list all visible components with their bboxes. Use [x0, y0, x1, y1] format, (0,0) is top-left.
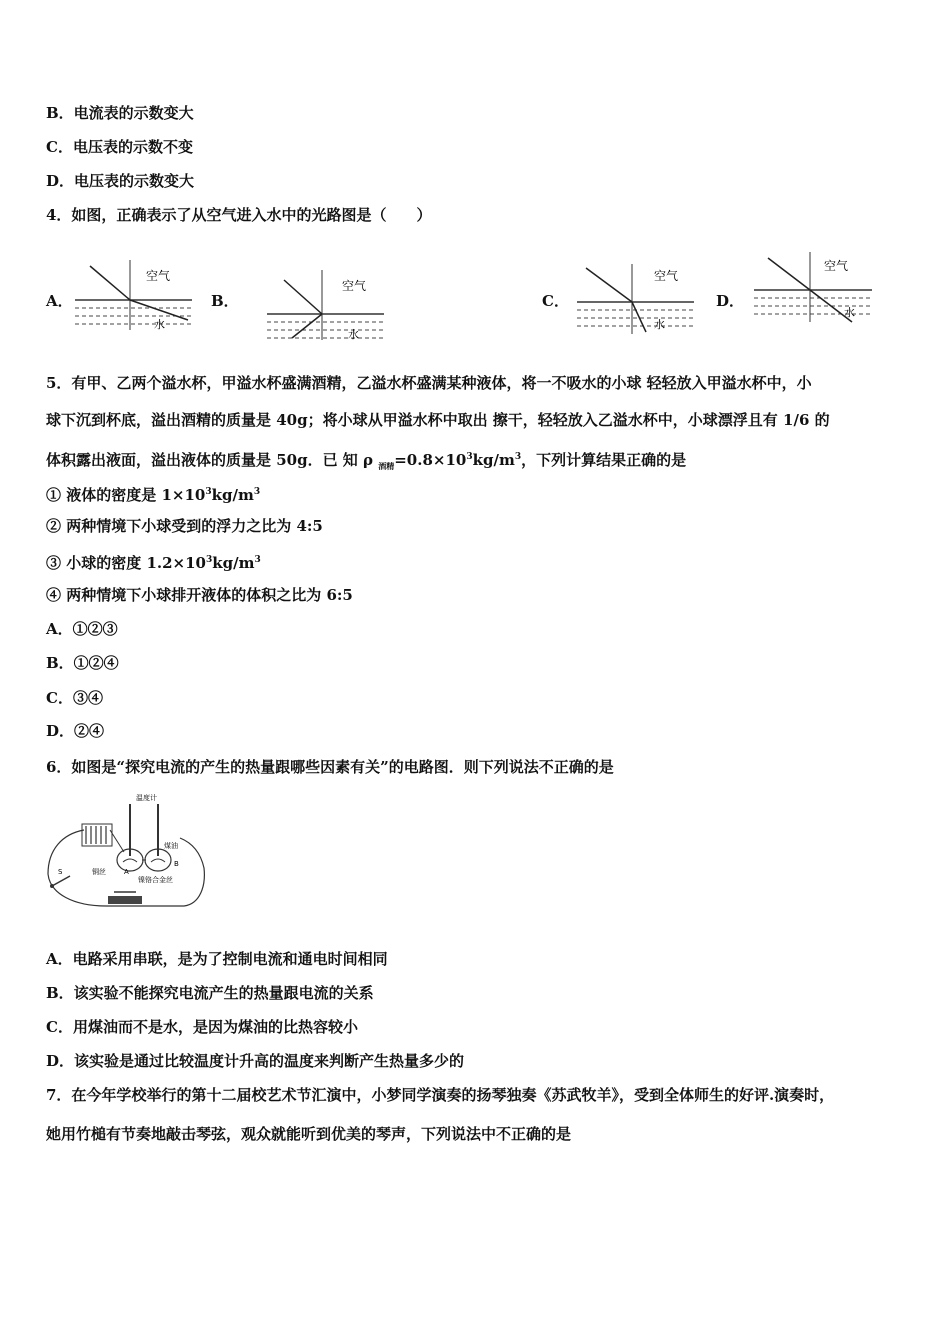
- q4a-water-text: 水: [154, 318, 165, 331]
- svg-text:A: A: [124, 868, 129, 876]
- q3-option-c: C．电压表的示数不变: [46, 138, 193, 156]
- q6-kerosene-text: 煤油: [164, 842, 178, 850]
- q5-stem-line3: 体积露出液面，溢出液体的质量是 50g．已 知 ρ $_{酒精}=0.8\times 10^3kg/m^3$，下列计算结果正确的是: [46, 451, 687, 471]
- q4-label-a: A．: [46, 292, 73, 310]
- q3-option-b: B．电流表的示数变大: [46, 104, 194, 122]
- q6-thermometer-text: 温度计: [136, 794, 157, 802]
- q6-option-c: C．用煤油而不是水，是因为煤油的比热容较小: [46, 1018, 358, 1036]
- q4-stem: 4．如图，正确表示了从空气进入水中的光路图是（ ）: [46, 206, 432, 224]
- q4c-water-text: 水: [654, 318, 665, 331]
- q5-stem-line2: 球下沉到杯底，溢出酒精的质量是 40g；将小球从甲溢水杯中取出 擦干，轻轻放入乙溢水杯中，小球漂浮且有 1/6 的: [46, 411, 830, 429]
- q6-copper-wire-text: 铜丝: [92, 868, 106, 876]
- svg-text:B: B: [174, 860, 179, 868]
- q5-option-b: B．①②④: [46, 654, 119, 672]
- q5-statement-3: ③ 小球的密度 $1.2\times 10^3kg/m^3$: [46, 554, 261, 572]
- q4-figure-c: [572, 262, 697, 337]
- q4d-air-text: 空气: [824, 259, 849, 273]
- q4-figure-b: [262, 268, 387, 343]
- q4c-air-text: 空气: [654, 269, 679, 283]
- q4-figure-d: [750, 250, 875, 325]
- q5-option-d: D．②④: [46, 722, 105, 740]
- q5-option-c: C．③④: [46, 689, 103, 707]
- q5-option-a: A．①②③: [46, 620, 118, 638]
- q4-label-c: C．: [542, 292, 569, 310]
- q5-statement-2: ② 两种情境下小球受到的浮力之比为 4:5: [46, 517, 323, 535]
- q4b-air-text: 空气: [342, 279, 367, 293]
- q4-label-b: B．: [211, 292, 239, 310]
- svg-text:S: S: [58, 868, 63, 876]
- q3-option-d: D．电压表的示数变大: [46, 172, 195, 190]
- q5-statement-4: ④ 两种情境下小球排开液体的体积之比为 6:5: [46, 586, 353, 604]
- q4d-water-text: 水: [844, 306, 855, 319]
- q6-circuit-figure: [44, 790, 214, 912]
- q6-stem: 6．如图是“探究电流的产生的热量跟哪些因素有关”的电路图．则下列说法不正确的是: [46, 758, 614, 776]
- q6-option-a: A．电路采用串联，是为了控制电流和通电时间相同: [46, 950, 388, 968]
- q4-label-d: D．: [716, 292, 745, 310]
- q6-option-d: D．该实验是通过比较温度计升高的温度来判断产生热量多少的: [46, 1052, 465, 1070]
- q6-option-b: B．该实验不能探究电流产生的热量跟电流的关系: [46, 984, 374, 1002]
- q5-statement-1: ① 液体的密度是 $1\times 10^3kg/m^3$: [46, 486, 261, 504]
- q7-stem-line1: 7．在今年学校举行的第十二届校艺术节汇演中，小梦同学演奏的扬琴独奏《苏武牧羊》，受到全体师生的好评.演奏时，: [46, 1086, 835, 1104]
- q6-alloy-wire-text: 镍铬合金丝: [138, 876, 173, 884]
- q4b-water-text: 水: [348, 328, 359, 341]
- q4a-air-text: 空气: [146, 269, 171, 283]
- q4-figure-a: [70, 258, 195, 333]
- q5-stem-line1: 5．有甲、乙两个溢水杯，甲溢水杯盛满酒精，乙溢水杯盛满某种液体，将一不吸水的小球 轻轻放入甲溢水杯中，小: [46, 374, 812, 392]
- q7-stem-line2: 她用竹槌有节奏地敲击琴弦，观众就能听到优美的琴声，下列说法中不正确的是: [46, 1125, 572, 1143]
